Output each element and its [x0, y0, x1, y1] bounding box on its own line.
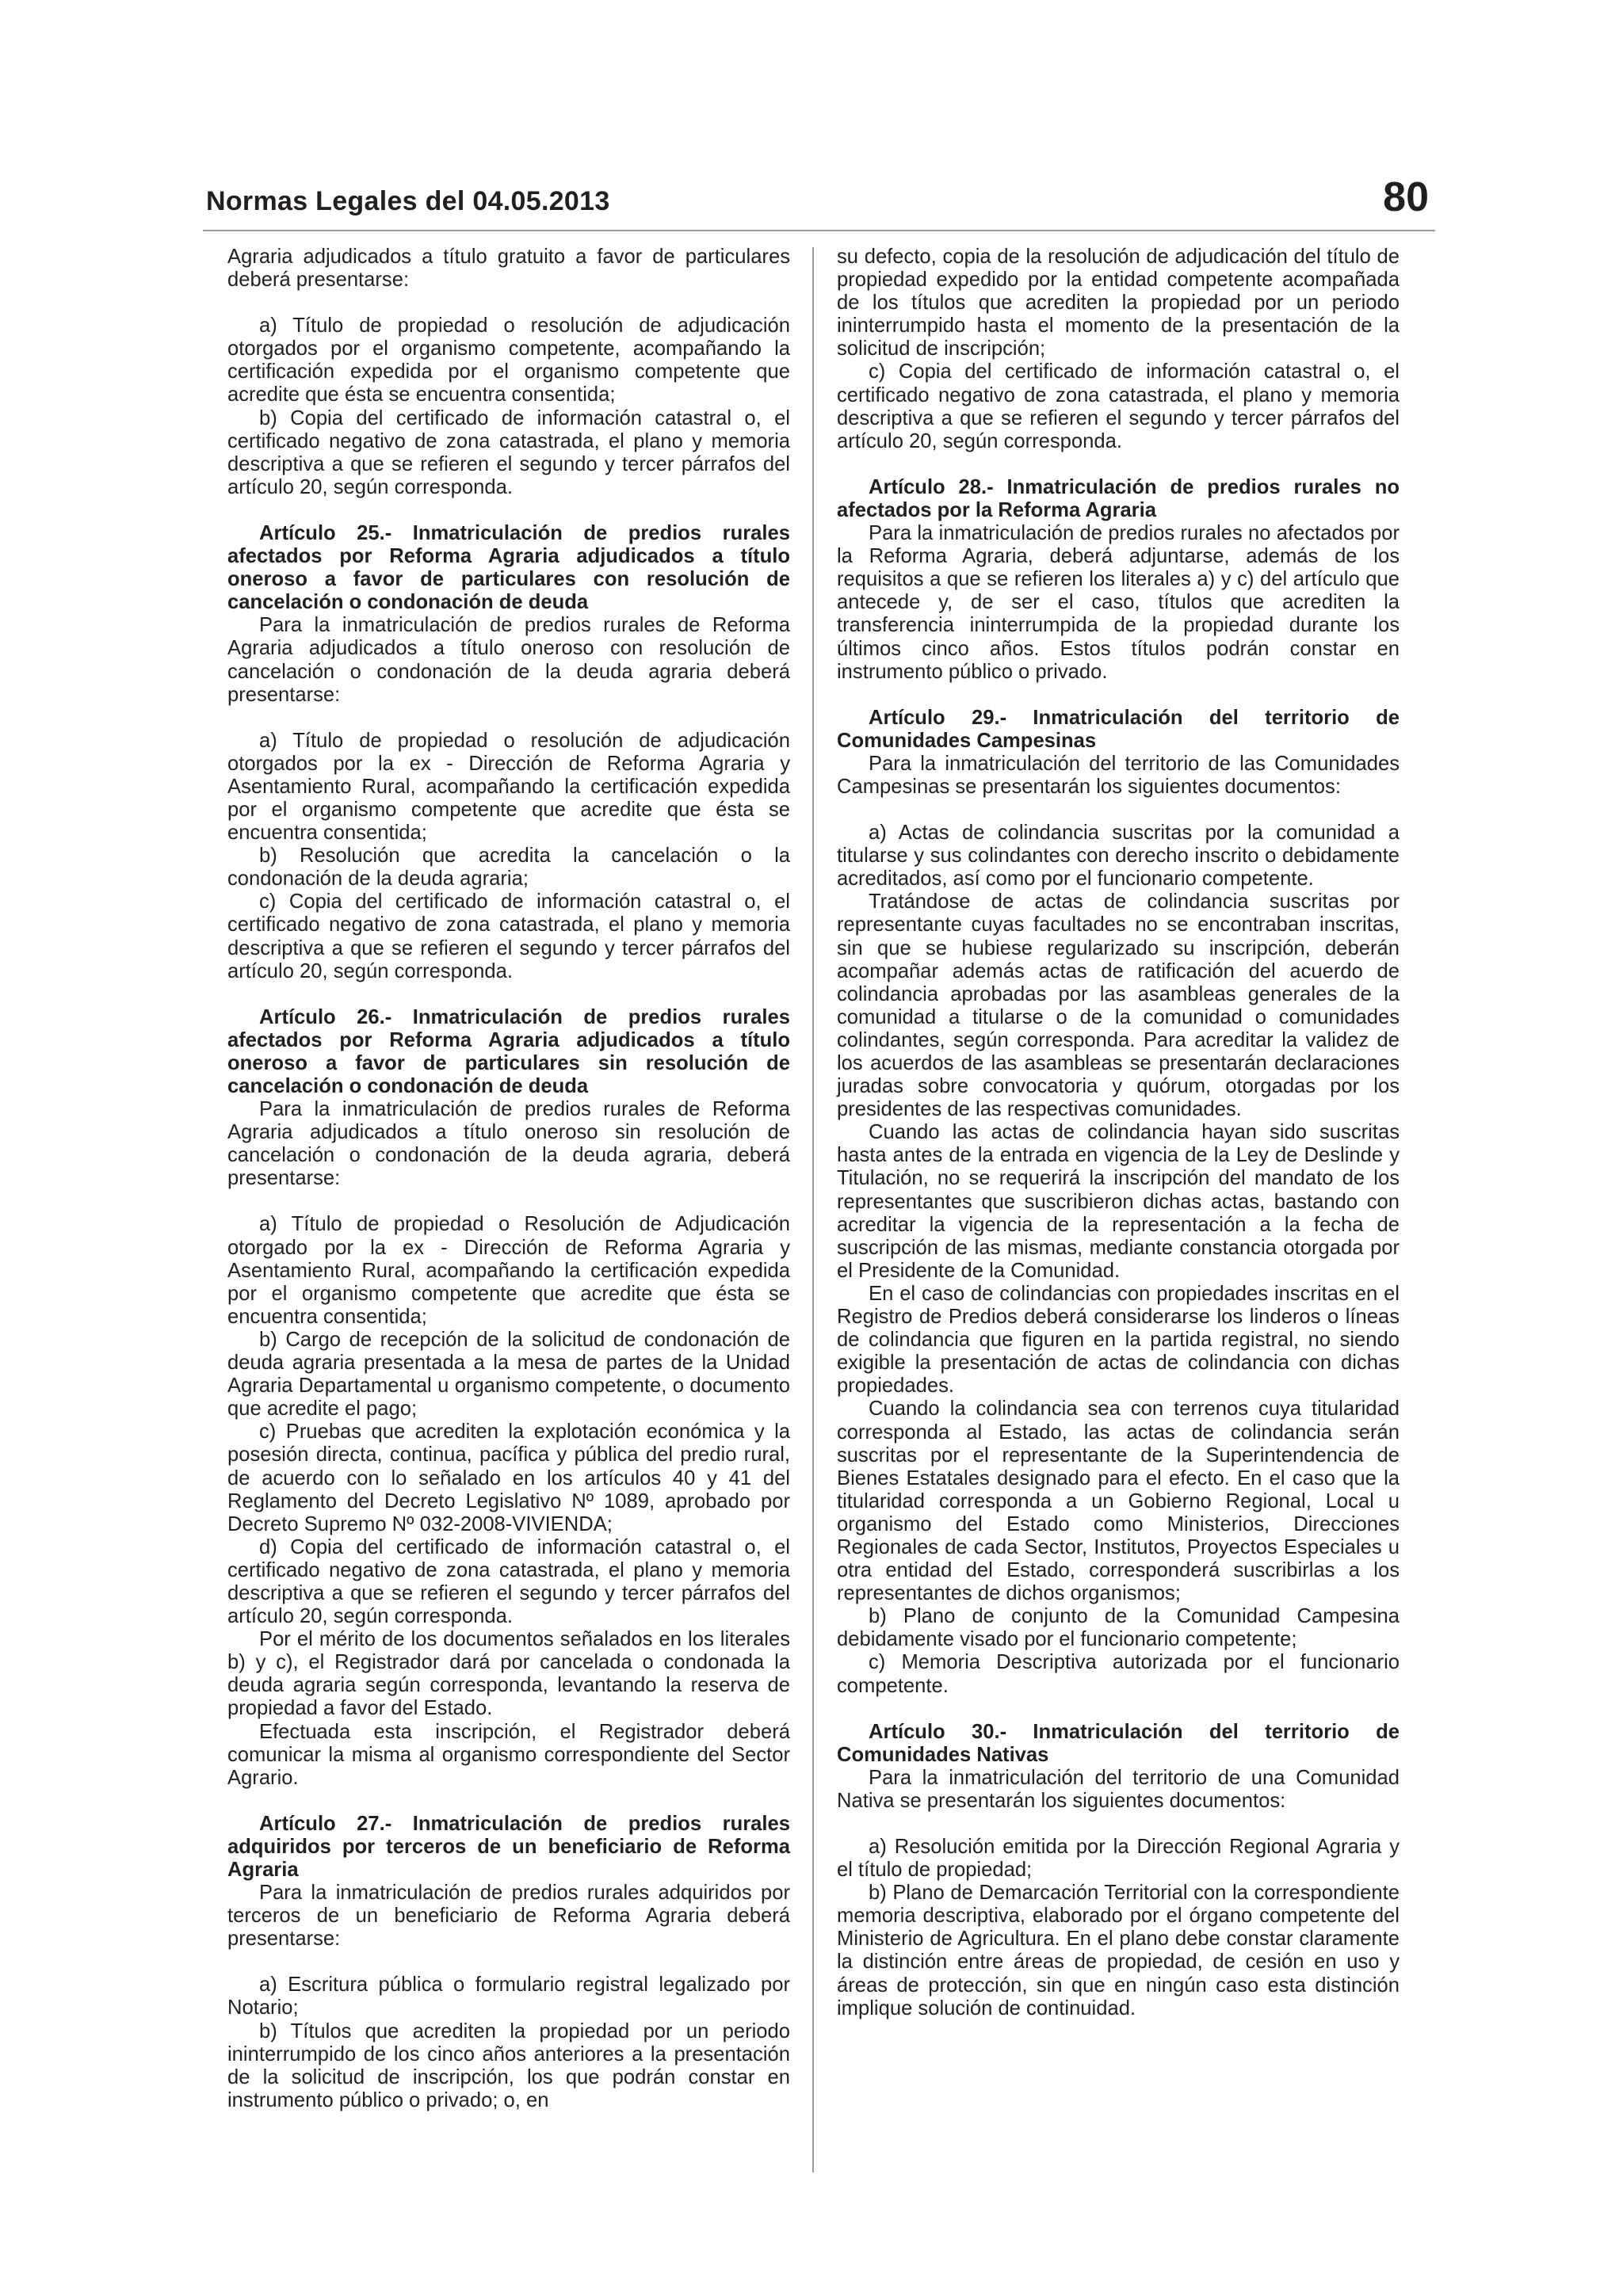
- publication-title: Normas Legales del 04.05.2013: [206, 186, 610, 216]
- paragraph: b) Plano de Demarcación Territorial con la correspondiente memoria descriptiva, elaborado por el órgano competente del Ministerio de Agricultura. En el plano debe constar claramente la distinción entre áreas de propiedad, de cesión en uso y áreas de protección, sin que en ningún caso esta distinción implique solución de continuidad.: [837, 1882, 1400, 2019]
- paragraph: Cuando las actas de colindancia hayan sido suscritas hasta antes de la entrada en vigencia de la Ley de Deslinde y Titulación, no se requerirá la inscripción del mandato de los representantes que suscribieron dichas actas, bastando con acreditar la vigencia de la representación a la fecha de suscripción de las mismas, mediante constancia otorgada por el Presidente de la Comunidad.: [837, 1121, 1400, 1282]
- article-heading: Artículo 25.- Inmatriculación de predios rurales afectados por Reforma Agraria adjudicados a título oneroso a favor de particulares con resolución de cancelación o condonación de deuda: [227, 521, 790, 614]
- left-column: [227, 246, 790, 2112]
- paragraph: b) Plano de conjunto de la Comunidad Campesina debidamente visado por el funcionario competente;: [837, 1605, 1400, 1651]
- paragraph: a) Título de propiedad o Resolución de Adjudicación otorgado por la ex - Dirección de Reforma Agraria y Asentamiento Rural, acompañando la certificación expedida por el organismo competente que acredite que ésta se encuentra consentida;: [227, 1213, 790, 1328]
- paragraph: a) Resolución emitida por la Dirección Regional Agraria y el título de propiedad;: [837, 1836, 1400, 1882]
- paragraph: a) Título de propiedad o resolución de adjudicación otorgados por la ex - Dirección de Reforma Agraria y Asentamiento Rural, acompañando la certificación expedida por el organismo competente que acredite que ésta se encuentra consentida;: [227, 729, 790, 845]
- paragraph: a) Título de propiedad o resolución de adjudicación otorgados por el organismo competente, acompañando la certificación expedida por el organismo competente que acredite que ésta se encuentra consentida;: [227, 315, 790, 406]
- article-heading: Artículo 26.- Inmatriculación de predios rurales afectados por Reforma Agraria adjudicados a título oneroso a favor de particulares sin resolución de cancelación o condonación de deuda: [227, 1005, 790, 1097]
- paragraph: a) Actas de colindancia suscritas por la comunidad a titularse y sus colindantes con derecho inscrito o debidamente acreditados, así como por el funcionario competente.: [837, 822, 1400, 891]
- paragraph: Para la inmatriculación de predios rurales de Reforma Agraria adjudicados a título oneroso sin resolución de cancelación o condonación de la deuda agraria, deberá presentarse:: [227, 1098, 790, 1190]
- paragraph: Agraria adjudicados a título gratuito a favor de particulares deberá presentarse:: [227, 246, 790, 292]
- page-header: [203, 174, 1435, 231]
- paragraph: su defecto, copia de la resolución de adjudicación del título de propiedad expedido por la entidad competente acompañada de los títulos que acrediten la propiedad por un periodo ininterrumpido hasta el momento de la presentación de la solicitud de inscripción;: [837, 246, 1400, 360]
- paragraph: Para la inmatriculación de predios rurales adquiridos por terceros de un beneficiario de Reforma Agraria deberá presentarse:: [227, 1882, 790, 1951]
- paragraph: Cuando la colindancia sea con terrenos cuya titularidad corresponda al Estado, las actas de colindancia serán suscritas por el representante de la Superintendencia de Bienes Estatales designado para el efecto. En el caso que la titularidad corresponda a un Gobierno Regional, Local u organismo del Estado como Ministerios, Direcciones Regionales de cada Sector, Institutos, Proyectos Especiales u otra entidad del Estado, corresponderá suscribirlas a los representantes de dichos organismos;: [837, 1398, 1400, 1605]
- paragraph: b) Títulos que acrediten la propiedad por un periodo ininterrumpido de los cinco años anteriores a la presentación de la solicitud de inscripción, los que podrán constar en instrumento público o privado; o, en: [227, 2019, 790, 2111]
- paragraph: b) Resolución que acredita la cancelación o la condonación de la deuda agraria;: [227, 845, 790, 891]
- article-heading: Artículo 29.- Inmatriculación del territorio de Comunidades Campesinas: [837, 706, 1400, 752]
- paragraph: Por el mérito de los documentos señalados en los literales b) y c), el Registrador dará por cancelada o condonada la deuda agraria según corresponda, levantando la reserva de propiedad a favor del Estado.: [227, 1628, 790, 1720]
- paragraph: c) Copia del certificado de información catastral o, el certificado negativo de zona catastrada, el plano y memoria descriptiva a que se refieren el segundo y tercer párrafos del artículo 20, según corresponda.: [837, 360, 1400, 452]
- column-divider: [812, 247, 814, 2172]
- paragraph: Para la inmatriculación de predios rurales de Reforma Agraria adjudicados a título oneroso con resolución de cancelación o condonación de la deuda agraria deberá presentarse:: [227, 614, 790, 706]
- page-number: 80: [1383, 174, 1429, 220]
- article-heading: Artículo 30.- Inmatriculación del territorio de Comunidades Nativas: [837, 1720, 1400, 1766]
- right-column: [837, 246, 1400, 2020]
- paragraph: a) Escritura pública o formulario registral legalizado por Notario;: [227, 1974, 790, 2019]
- article-heading: Artículo 27.- Inmatriculación de predios rurales adquiridos por terceros de un beneficiario de Reforma Agraria: [227, 1812, 790, 1881]
- paragraph: c) Pruebas que acrediten la explotación económica y la posesión directa, continua, pacífica y pública del predio rural, de acuerdo con lo señalado en los artículos 40 y 41 del Reglamento del Decreto Legislativo Nº 1089, aprobado por Decreto Supremo Nº 032-2008-VIVIENDA;: [227, 1421, 790, 1535]
- paragraph: c) Memoria Descriptiva autorizada por el funcionario competente.: [837, 1651, 1400, 1697]
- article-heading: Artículo 28.- Inmatriculación de predios rurales no afectados por la Reforma Agraria: [837, 475, 1400, 521]
- paragraph: b) Cargo de recepción de la solicitud de condonación de deuda agraria presentada a la mesa de partes de la Unidad Agraria Departamental u organismo competente, o documento que acredite el pago;: [227, 1328, 790, 1421]
- paragraph: Efectuada esta inscripción, el Registrador deberá comunicar la misma al organismo correspondiente del Sector Agrario.: [227, 1720, 790, 1789]
- paragraph: Tratándose de actas de colindancia suscritas por representante cuyas facultades no se encontraban inscritas, sin que se hubiese regularizado su inscripción, deberán acompañar además actas de ratificación del acuerdo de colindancia aprobadas por las asambleas generales de la comunidad a titularse o de la comunidad o comunidades colindantes, según corresponda. Para acreditar la validez de los acuerdos de las asambleas se presentarán declaraciones juradas sobre convocatoria y quórum, otorgadas por los presidentes de las respectivas comunidades.: [837, 891, 1400, 1121]
- paragraph: Para la inmatriculación de predios rurales no afectados por la Reforma Agraria, deberá adjuntarse, además de los requisitos a que se refieren los literales a) y c) del artículo que antecede y, de ser el caso, títulos que acrediten la transferencia ininterrumpida de la propiedad durante los últimos cinco años. Estos títulos podrán constar en instrumento público o privado.: [837, 522, 1400, 683]
- paragraph: c) Copia del certificado de información catastral o, el certificado negativo de zona catastrada, el plano y memoria descriptiva a que se refieren el segundo y tercer párrafos del artículo 20, según corresponda.: [227, 891, 790, 982]
- paragraph: Para la inmatriculación del territorio de una Comunidad Nativa se presentarán los siguientes documentos:: [837, 1766, 1400, 1812]
- paragraph: b) Copia del certificado de información catastral o, el certificado negativo de zona catastrada, el plano y memoria descriptiva a que se refieren el segundo y tercer párrafos del artículo 20, según corresponda.: [227, 406, 790, 498]
- paragraph: En el caso de colindancias con propiedades inscritas en el Registro de Predios deberá considerarse los linderos o líneas de colindancia que figuren en la partida registral, no siendo exigible la presentación de actas de colindancia con dichas propiedades.: [837, 1282, 1400, 1398]
- paragraph: d) Copia del certificado de información catastral o, el certificado negativo de zona catastrada, el plano y memoria descriptiva a que se refieren el segundo y tercer párrafos del artículo 20, según corresponda.: [227, 1535, 790, 1628]
- paragraph: Para la inmatriculación del territorio de las Comunidades Campesinas se presentarán los siguientes documentos:: [837, 752, 1400, 798]
